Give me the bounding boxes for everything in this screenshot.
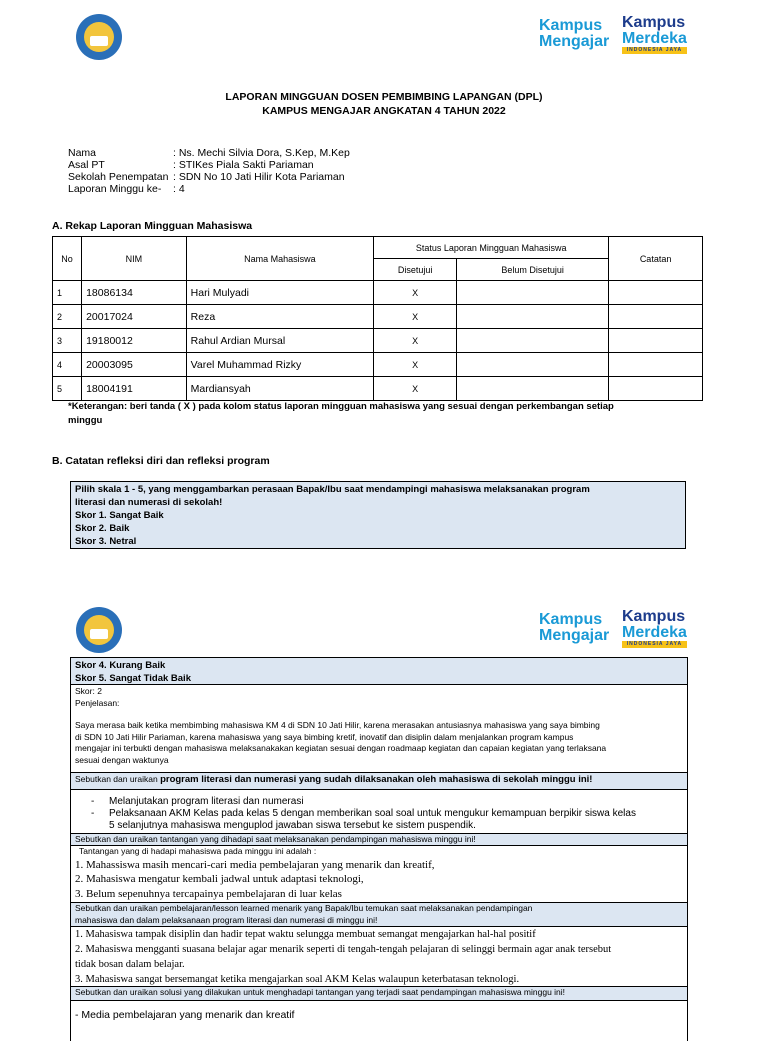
cell-disetujui: X xyxy=(374,329,457,353)
info-label: Nama xyxy=(68,147,97,159)
scale-box xyxy=(70,481,686,549)
logo-text: Mengajar xyxy=(539,627,610,644)
cell-nim: 18086134 xyxy=(82,281,187,305)
cell-catatan xyxy=(609,377,703,401)
header-no: No xyxy=(53,237,82,281)
cell-catatan xyxy=(609,353,703,377)
cell-belum xyxy=(457,329,609,353)
kampus-mengajar-logo xyxy=(539,612,609,644)
info-value: : Ns. Mechi Silvia Dora, S.Kep, M.Kep xyxy=(173,147,350,159)
table-row xyxy=(53,377,703,401)
cell-nama: Rahul Ardian Mursal xyxy=(186,329,374,353)
info-value: : 4 xyxy=(173,183,185,195)
info-value: : SDN No 10 Jati Hilir Kota Pariaman xyxy=(173,171,345,183)
cell-nim: 20003095 xyxy=(82,353,187,377)
header-nim: NIM xyxy=(82,237,187,281)
header-disetujui: Disetujui xyxy=(374,259,457,281)
score-option: Skor 1. Sangat Baik xyxy=(75,510,164,521)
lesson-answer xyxy=(70,927,688,987)
cell-no: 1 xyxy=(53,281,82,305)
kampus-merdeka-logo xyxy=(622,609,687,648)
scale-question: Pilih skala 1 - 5, yang menggambarkan perasaan Bapak/Ibu saat mendampingi mahasiswa melaksanakan program xyxy=(75,484,590,495)
cell-nim: 18004191 xyxy=(82,377,187,401)
question-program xyxy=(70,773,688,790)
program-item: Melanjutakan program literasi dan numerasi xyxy=(109,796,304,807)
rekap-table xyxy=(52,236,703,401)
report-title-line-1: LAPORAN MINGGUAN DOSEN PEMBIMBING LAPANGAN (DPL) xyxy=(225,91,543,103)
info-value: : STIKes Piala Sakti Pariaman xyxy=(173,159,314,171)
scale-question: literasi dan numerasi di sekolah! xyxy=(75,497,223,508)
score-option: Skor 2. Baik xyxy=(75,523,130,534)
penjelasan-label: Penjelasan: xyxy=(75,697,120,708)
info-label: Laporan Minggu ke- xyxy=(68,183,162,195)
kampus-mengajar-logo xyxy=(539,18,609,50)
header-belum: Belum Disetujui xyxy=(457,259,609,281)
logo-text: Kampus xyxy=(539,611,603,628)
skor-value: Skor: 2 xyxy=(75,686,102,696)
lesson-item: 2. Mahasiswa mengganti suasana belajar agar menarik seperti di tengah-tengah pelajaran di selinggi bermain agar anak tersebut xyxy=(75,944,612,955)
report-title-line-2: KAMPUS MENGAJAR ANGKATAN 4 TAHUN 2022 xyxy=(262,105,506,117)
score-continued xyxy=(70,657,688,685)
bullet-dash: - xyxy=(91,796,95,807)
tut-wuri-handayani-logo xyxy=(76,14,122,60)
cell-no: 2 xyxy=(53,305,82,329)
table-row xyxy=(53,281,703,305)
header-catatan: Catatan xyxy=(609,237,703,281)
logo-strip: INDONESIA JAYA xyxy=(622,47,687,54)
cell-no: 4 xyxy=(53,353,82,377)
cell-no: 3 xyxy=(53,329,82,353)
question-lesson xyxy=(70,903,688,927)
cell-belum xyxy=(457,353,609,377)
program-item: Pelaksanaan AKM Kelas pada kelas 5 dengan memberikan soal soal untuk mengukur kemampuan berpikir siswa kelas xyxy=(109,808,636,819)
question-line: Sebutkan dan uraikan pembelajaran/lesson learned menarik yang Bapak/Ibu temukan saat melaksanakan pendampingan xyxy=(75,903,533,913)
cell-nim: 20017024 xyxy=(82,305,187,329)
table-row xyxy=(53,329,703,353)
section-a-title: A. Rekap Laporan Mingguan Mahasiswa xyxy=(52,220,253,232)
penjelasan-line: di SDN 10 Jati Hilir Pariaman, karena mahasiswa yang saya bimbing kretif, inovatif dan disiplin dalam menjalankan program kampus xyxy=(75,731,574,742)
info-block xyxy=(68,147,350,195)
cell-nim: 19180012 xyxy=(82,329,187,353)
cell-disetujui: X xyxy=(374,353,457,377)
reflection-table xyxy=(70,657,688,1041)
penjelasan-line: mengajar ini terbukti dengan mahasiswa melaksanakakan kegiatan sesuai dengan roadmaap kegiatan dan capaian kegiatan yang terlaksana xyxy=(75,743,607,753)
program-answer xyxy=(70,790,688,834)
table-note-line-2: minggu xyxy=(68,415,103,426)
info-label: Asal PT xyxy=(68,159,105,171)
penjelasan-line: Saya merasa baik ketika membimbing mahasiswa KM 4 di SDN 10 Jati Hilir, karena merasakan antusiasnya mahasiswa yang saya bimbing xyxy=(75,720,600,730)
cell-disetujui: X xyxy=(374,377,457,401)
section-b-title: B. Catatan refleksi diri dan refleksi program xyxy=(52,455,270,467)
solusi-item: - Media pembelajaran yang menarik dan kreatif xyxy=(75,1009,295,1021)
score-option: Skor 3. Netral xyxy=(75,536,137,547)
cell-belum xyxy=(457,377,609,401)
tantangan-answer xyxy=(70,846,688,903)
tantangan-item: 3. Belum sepenuhnya tercapainya pembelajaran di luar kelas xyxy=(75,887,342,900)
logo-text: Kampus xyxy=(622,14,686,31)
penjelasan-line: sesuai dengan waktunya xyxy=(75,754,169,765)
logo-text: Merdeka xyxy=(622,624,687,641)
score-option: Skor 5. Sangat Tidak Baik xyxy=(75,673,191,684)
tantangan-item: 2. Mahasiswa mengatur kembali jadwal untuk adaptasi teknologi, xyxy=(75,873,364,885)
cell-disetujui: X xyxy=(374,305,457,329)
logo-text: Mengajar xyxy=(539,33,610,50)
header-nama: Nama Mahasiswa xyxy=(186,237,374,281)
solusi-answer xyxy=(70,1001,688,1041)
kampus-merdeka-logo xyxy=(622,15,687,54)
info-label: Sekolah Penempatan xyxy=(68,171,169,183)
tantangan-intro: Tantangan yang di hadapi mahasiswa pada minggu ini adalah : xyxy=(79,846,317,856)
header-status: Status Laporan Mingguan Mahasiswa xyxy=(374,237,609,259)
score-option: Skor 4. Kurang Baik xyxy=(75,660,166,671)
table-row xyxy=(53,305,703,329)
cell-nama: Reza xyxy=(186,305,374,329)
question-tantangan: Sebutkan dan uraikan tantangan yang dihadapi saat melaksanakan pendampingan mahasiswa minggu ini! xyxy=(70,834,688,846)
question-solusi: Sebutkan dan uraikan solusi yang dilakukan untuk menghadapi tantangan yang terjadi saat pendampingan mahasiswa minggu ini! xyxy=(70,987,688,1001)
program-item: 5 selanjutnya mahasiswa menguplod jawaban siswa tersebut ke sistem puspendik. xyxy=(109,820,476,831)
cell-disetujui: X xyxy=(374,281,457,305)
bullet-dash: - xyxy=(91,808,95,819)
table-row xyxy=(53,353,703,377)
cell-catatan xyxy=(609,305,703,329)
cell-nama: Hari Mulyadi xyxy=(186,281,374,305)
cell-nama: Varel Muhammad Rizky xyxy=(186,353,374,377)
tut-wuri-handayani-logo xyxy=(76,607,122,653)
cell-catatan xyxy=(609,329,703,353)
cell-belum xyxy=(457,281,609,305)
tantangan-item: 1. Mahassiswa masih mencari-cari media pembelajaran yang menarik dan kreatif, xyxy=(75,858,435,871)
lesson-item: tidak bosan dalam belajar. xyxy=(75,959,185,970)
table-note-line-1: *Keterangan: beri tanda ( X ) pada kolom status laporan mingguan mahasiswa yang sesuai dengan perkembangan setiap xyxy=(68,401,614,412)
logo-text: Merdeka xyxy=(622,30,687,47)
cell-belum xyxy=(457,305,609,329)
logo-text: Kampus xyxy=(622,608,686,625)
logo-text: Kampus xyxy=(539,17,603,34)
question-prefix: Sebutkan dan uraikan xyxy=(75,774,161,784)
question-line: mahasiswa dan dalam pelaksanaan program literasi dan numerasi di minggu ini! xyxy=(75,914,378,925)
cell-no: 5 xyxy=(53,377,82,401)
question-emphasis: program literasi dan numerasi yang sudah dilaksanakan oleh mahasiswa di sekolah minggu ini! xyxy=(160,774,593,785)
lesson-item: 1. Mahasiswa tampak disiplin dan hadir tepat waktu selungga membuat semangat mengajarkan hal-hal positif xyxy=(75,929,536,940)
cell-catatan xyxy=(609,281,703,305)
skor-penjelasan-cell xyxy=(70,685,688,773)
cell-nama: Mardiansyah xyxy=(186,377,374,401)
lesson-item: 3. Mahasiswa sangat bersemangat ketika mengajarkan soal AKM Kelas walaupun keterbatasan teknologi. xyxy=(75,974,520,985)
logo-strip: INDONESIA JAYA xyxy=(622,641,687,648)
